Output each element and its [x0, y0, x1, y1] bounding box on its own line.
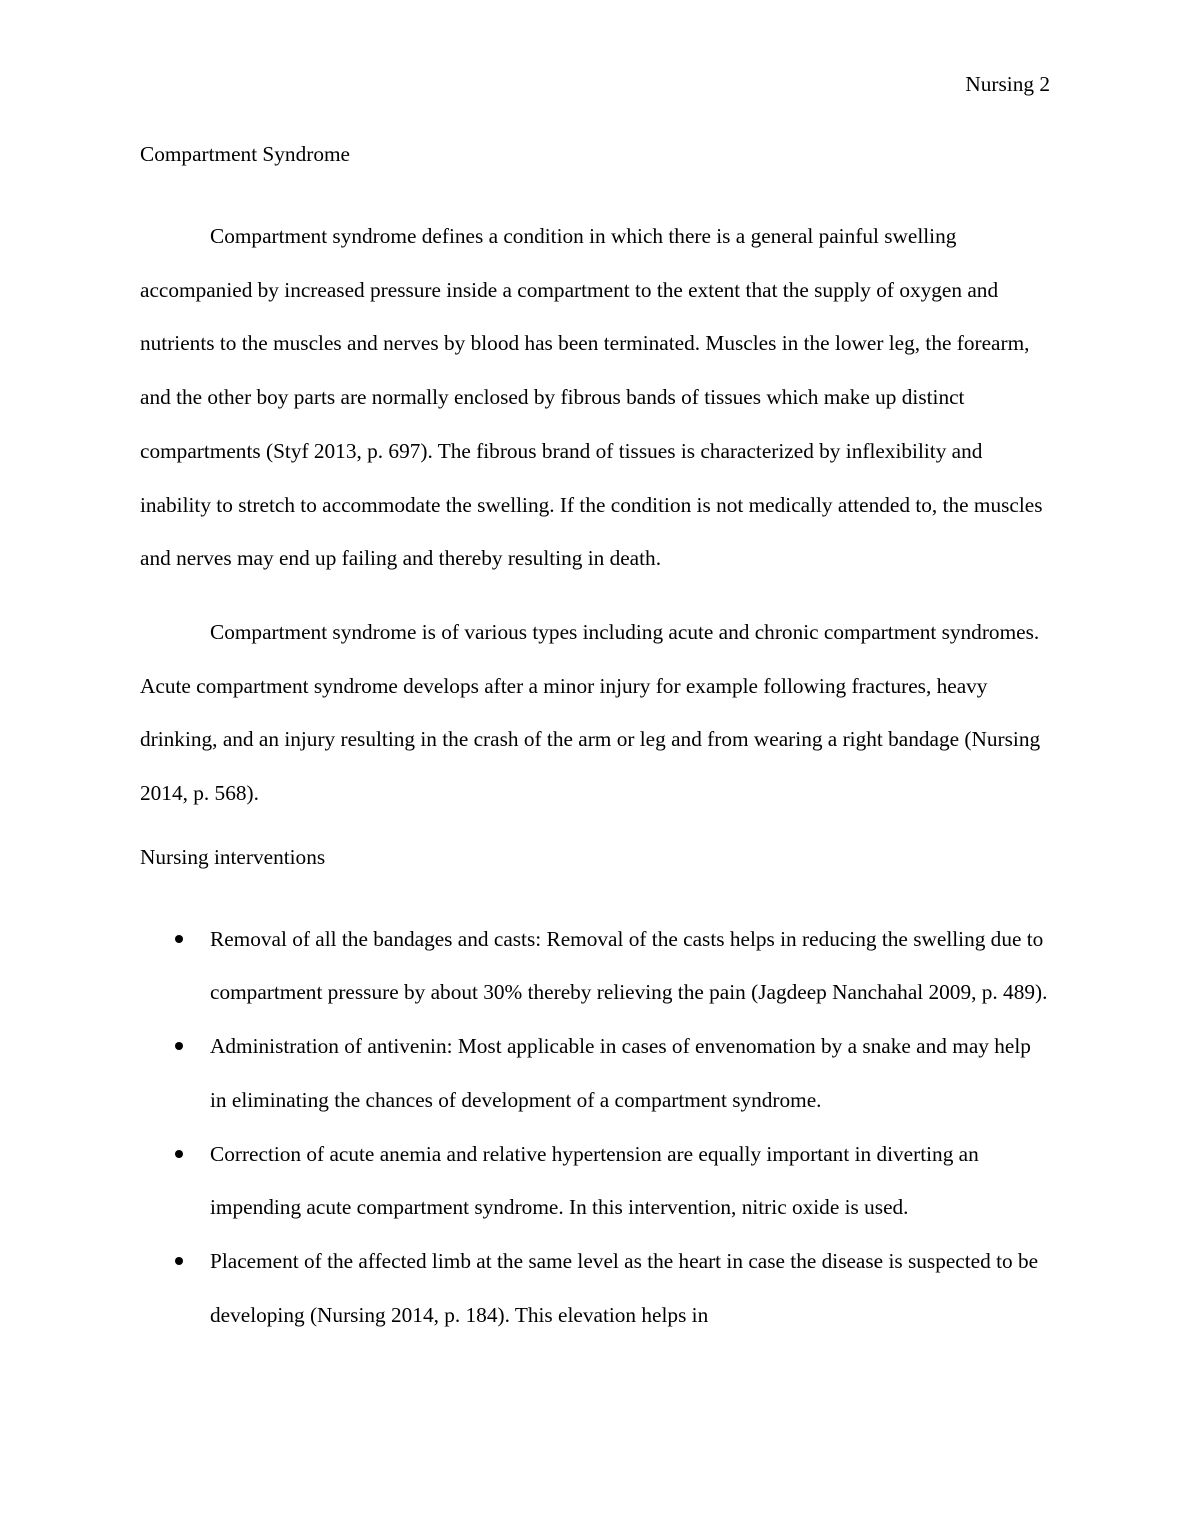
section-title: Compartment Syndrome [140, 142, 350, 166]
list-item-text: Administration of antivenin: Most applicable in cases of envenomation by a snake and may help in eliminating the chances of development of a compartment syndrome. [210, 1034, 1031, 1112]
bullet-icon [175, 935, 183, 943]
list-item-text: Placement of the affected limb at the same level as the heart in case the disease is suspected to be developing (Nursing 2014, p. 184). This elevation helps in [210, 1248, 1039, 1327]
interventions-list [140, 913, 1050, 1343]
running-head: Nursing 2 [965, 72, 1050, 96]
list-item [140, 1128, 1050, 1235]
paragraph: Compartment syndrome is of various types including acute and chronic compartment syndromes. Acute compartment syndrome develops after a minor injury for example following fractures, heavy drinking, and an injury resulting in the crash of the arm or leg and from wearing a right bandage (Nursing 2014, p. 568). [140, 619, 1041, 806]
bullet-icon [175, 1150, 183, 1158]
list-item [140, 913, 1050, 1020]
paragraph: Compartment syndrome defines a condition in which there is a general painful swelling accompanied by increased pressure inside a compartment to the extent that the supply of oxygen and nutrients to the muscles and nerves by blood has been terminated. Muscles in the lower leg, the forearm, and the other boy parts are normally enclosed by fibrous bands of tissues which make up distinct compartments (Styf 2013, p. 697). The fibrous brand of tissues is characterized by inflexibility and inability to stretch to accommodate the swelling. If the condition is not medically attended to, the muscles and nerves may end up failing and thereby resulting in death. [140, 224, 1043, 571]
list-item-text: Correction of acute anemia and relative hypertension are equally important in diverting an impending acute compartment syndrome. In this intervention, nitric oxide is used. [210, 1141, 979, 1220]
list-item [140, 1020, 1050, 1127]
bullet-icon [175, 1042, 183, 1050]
document-body [140, 138, 1050, 1342]
list-item-text: Removal of all the bandages and casts: Removal of the casts helps in reducing the swelling due to compartment pressure by about 30% thereby relieving the pain (Jagdeep Nanchahal 2009, p. 489). [210, 926, 1048, 1005]
bullet-icon [175, 1257, 183, 1265]
list-item [140, 1235, 1050, 1342]
interventions-heading: Nursing interventions [140, 844, 326, 869]
